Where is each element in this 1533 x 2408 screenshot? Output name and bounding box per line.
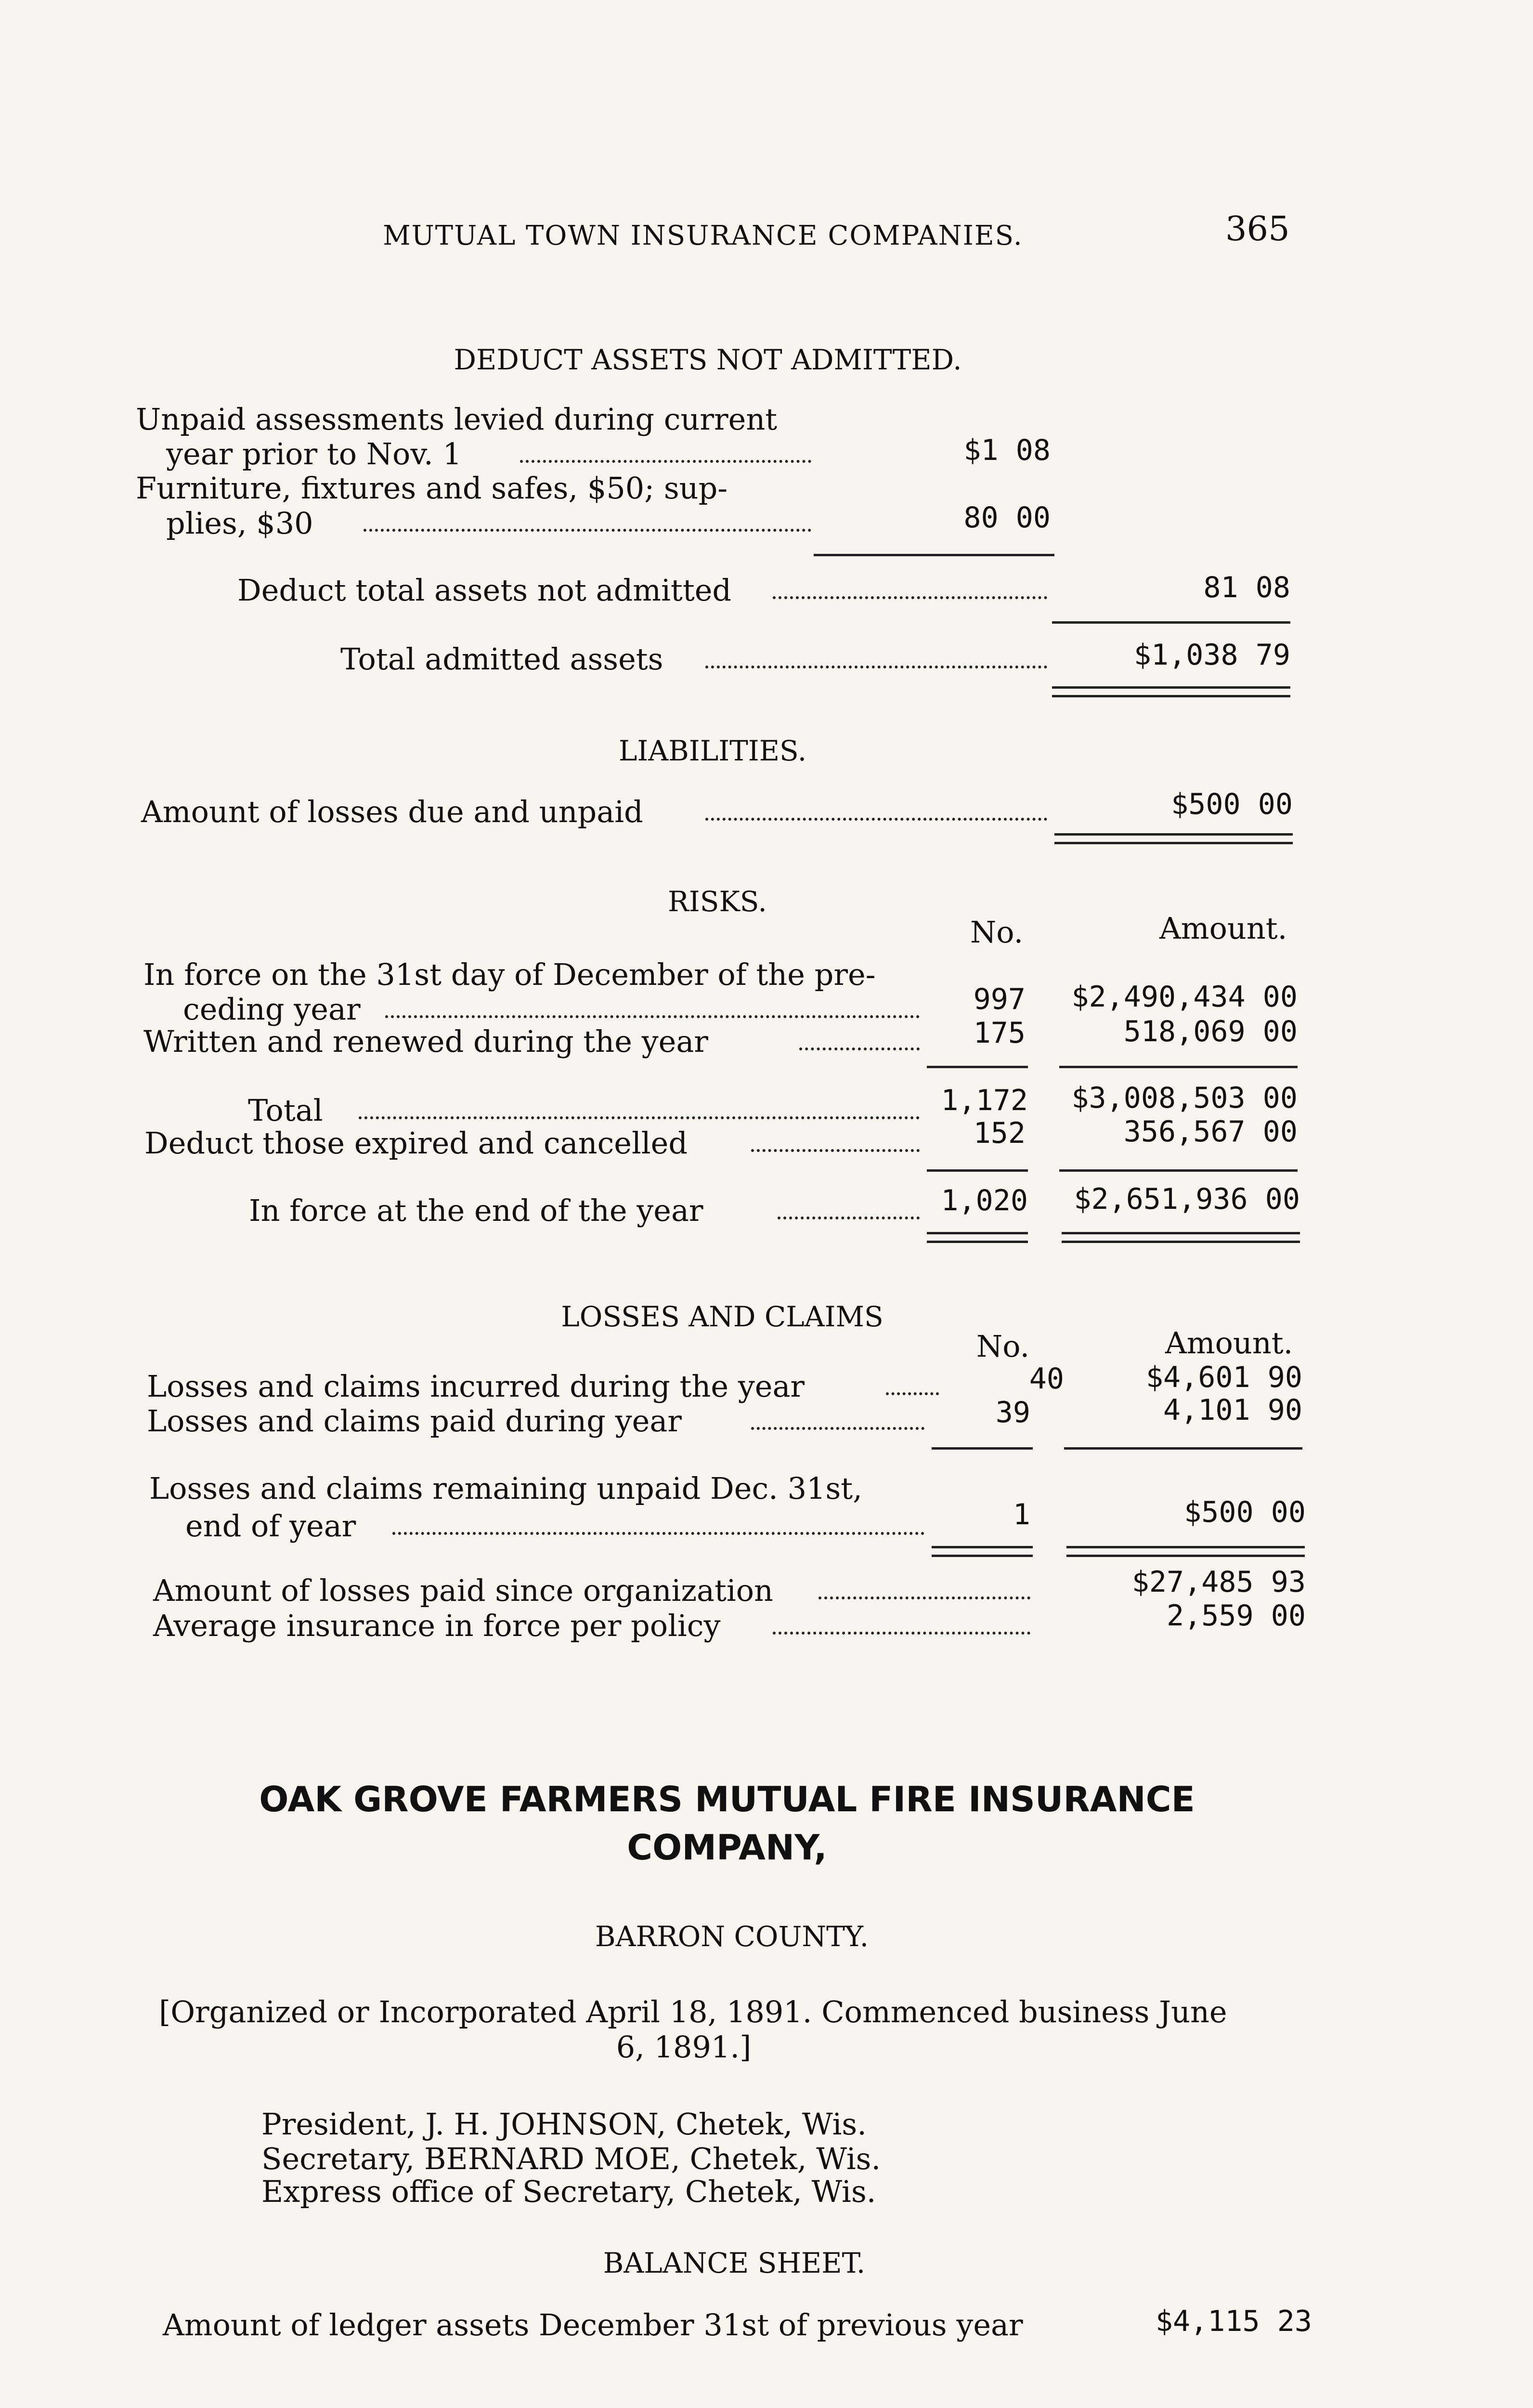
balance-sheet-heading: BALANCE SHEET. [603, 2247, 866, 2279]
admitted-label: Total admitted assets [340, 641, 663, 677]
risks-row2-amt: 518,069 00 [1123, 1015, 1298, 1048]
deduct-line2a: Furniture, fixtures and safes, $50; sup- [136, 471, 728, 506]
deduct-total-label: Deduct total assets not admitted [237, 573, 732, 608]
risks-total-amt: $3,008,503 00 [1071, 1081, 1298, 1115]
rule [932, 1546, 1033, 1548]
company-title-line2: COMPANY, [627, 1827, 827, 1868]
losses-row5: Average insurance in force per policy [153, 1608, 721, 1643]
rule [1066, 1546, 1305, 1548]
county: BARRON COUNTY. [595, 1920, 869, 1953]
leader-dots [818, 1597, 1030, 1599]
losses-row2-amt: 4,101 90 [1163, 1393, 1302, 1427]
losses-row1-amt: $4,601 90 [1145, 1361, 1302, 1394]
risks-col-no: No. [970, 915, 1024, 950]
leader-dots [886, 1392, 939, 1395]
leader-dots [359, 1116, 920, 1119]
rule [1059, 1169, 1298, 1172]
ledger-value: $4,115 23 [1155, 2304, 1312, 2338]
risks-total: Total [248, 1093, 323, 1128]
risks-deduct-amt: 356,567 00 [1123, 1115, 1298, 1149]
losses-row3a: Losses and claims remaining unpaid Dec. 31st, [149, 1471, 862, 1506]
liabilities-value: $500 00 [1171, 787, 1293, 821]
express-office: Express office of Secretary, Chetek, Wis. [261, 2174, 876, 2209]
rule [1062, 1232, 1300, 1234]
deduct-line1b: year prior to Nov. 1 [166, 436, 462, 471]
rule [1066, 1555, 1305, 1557]
losses-col-amount: Amount. [1165, 1325, 1293, 1361]
rule [927, 1232, 1028, 1234]
rule [927, 1169, 1028, 1172]
rule [1052, 686, 1290, 689]
deduct-line1a: Unpaid assessments levied during current [136, 402, 778, 437]
rule [1054, 833, 1293, 836]
deduct-value1: $1 08 [963, 433, 1051, 467]
risks-row1-no: 997 [973, 982, 1026, 1016]
deduct-heading: DEDUCT ASSETS NOT ADMITTED. [454, 343, 962, 376]
risks-end: In force at the end of the year [249, 1193, 703, 1228]
leader-dots [773, 596, 1047, 599]
leader-dots [705, 818, 1047, 821]
risks-row2: Written and renewed during the year [143, 1024, 708, 1059]
rule [1052, 695, 1290, 697]
leader-dots [751, 1149, 920, 1152]
rule [1059, 1066, 1298, 1068]
rule [932, 1447, 1033, 1450]
losses-row5-amt: 2,559 00 [1167, 1599, 1306, 1633]
admitted-value: $1,038 79 [1133, 638, 1290, 672]
leader-dots [773, 1632, 1030, 1635]
rule [932, 1555, 1033, 1557]
losses-row3b: end of year [185, 1508, 356, 1544]
losses-row4-amt: $27,485 93 [1131, 1565, 1306, 1599]
risks-heading: RISKS. [668, 885, 767, 918]
liabilities-label: Amount of losses due and unpaid [141, 794, 643, 829]
losses-row2: Losses and claims paid during year [147, 1403, 682, 1439]
organized-line1: [Organized or Incorporated April 18, 1891. Commenced business June [159, 1994, 1227, 2029]
risks-end-no: 1,020 [941, 1184, 1028, 1217]
company-title-line1: OAK GROVE FARMERS MUTUAL FIRE INSURANCE [259, 1779, 1195, 1819]
risks-end-amt: $2,651,936 00 [1074, 1182, 1300, 1216]
leader-dots [392, 1532, 924, 1535]
losses-heading: LOSSES AND CLAIMS [561, 1300, 883, 1333]
organized-line2: 6, 1891.] [616, 2029, 752, 2065]
losses-row3-no: 1 [1013, 1498, 1030, 1531]
risks-row1a: In force on the 31st day of December of the pre- [143, 957, 876, 992]
rule [814, 554, 1054, 556]
leader-dots [799, 1047, 920, 1050]
leader-dots [364, 529, 811, 532]
rule [1052, 621, 1290, 624]
deduct-total-value: 81 08 [1203, 571, 1290, 604]
risks-col-amount: Amount. [1159, 911, 1287, 946]
rule [1064, 1447, 1302, 1450]
leader-dots [385, 1015, 920, 1018]
leader-dots [751, 1427, 924, 1430]
risks-row2-no: 175 [973, 1016, 1026, 1050]
leader-dots [520, 460, 811, 463]
running-head: MUTUAL TOWN INSURANCE COMPANIES. [383, 220, 1023, 251]
risks-total-no: 1,172 [941, 1084, 1028, 1117]
deduct-line2b: plies, $30 [166, 506, 313, 541]
losses-row1-no: 40 [1029, 1362, 1064, 1396]
page-number: 365 [1225, 209, 1290, 249]
losses-row3-amt: $500 00 [1184, 1495, 1306, 1529]
rule [927, 1241, 1028, 1243]
rule [1062, 1241, 1300, 1243]
losses-col-no: No. [976, 1329, 1030, 1364]
risks-deduct: Deduct those expired and cancelled [144, 1125, 688, 1161]
risks-row1-amt: $2,490,434 00 [1071, 980, 1298, 1014]
rule [927, 1066, 1028, 1068]
deduct-value2: 80 00 [963, 501, 1051, 535]
losses-row4: Amount of losses paid since organization [153, 1573, 773, 1608]
losses-row1: Losses and claims incurred during the year [147, 1369, 805, 1404]
ledger-label: Amount of ledger assets December 31st of previous year [163, 2307, 1023, 2343]
secretary: Secretary, BERNARD MOE, Chetek, Wis. [261, 2141, 881, 2176]
leader-dots [705, 666, 1047, 668]
liabilities-heading: LIABILITIES. [618, 734, 807, 767]
leader-dots [778, 1217, 920, 1219]
rule [1054, 842, 1293, 844]
president: President, J. H. JOHNSON, Chetek, Wis. [261, 2107, 867, 2142]
risks-row1b: ceding year [183, 992, 361, 1027]
losses-row2-no: 39 [995, 1396, 1030, 1429]
risks-deduct-no: 152 [973, 1116, 1026, 1150]
